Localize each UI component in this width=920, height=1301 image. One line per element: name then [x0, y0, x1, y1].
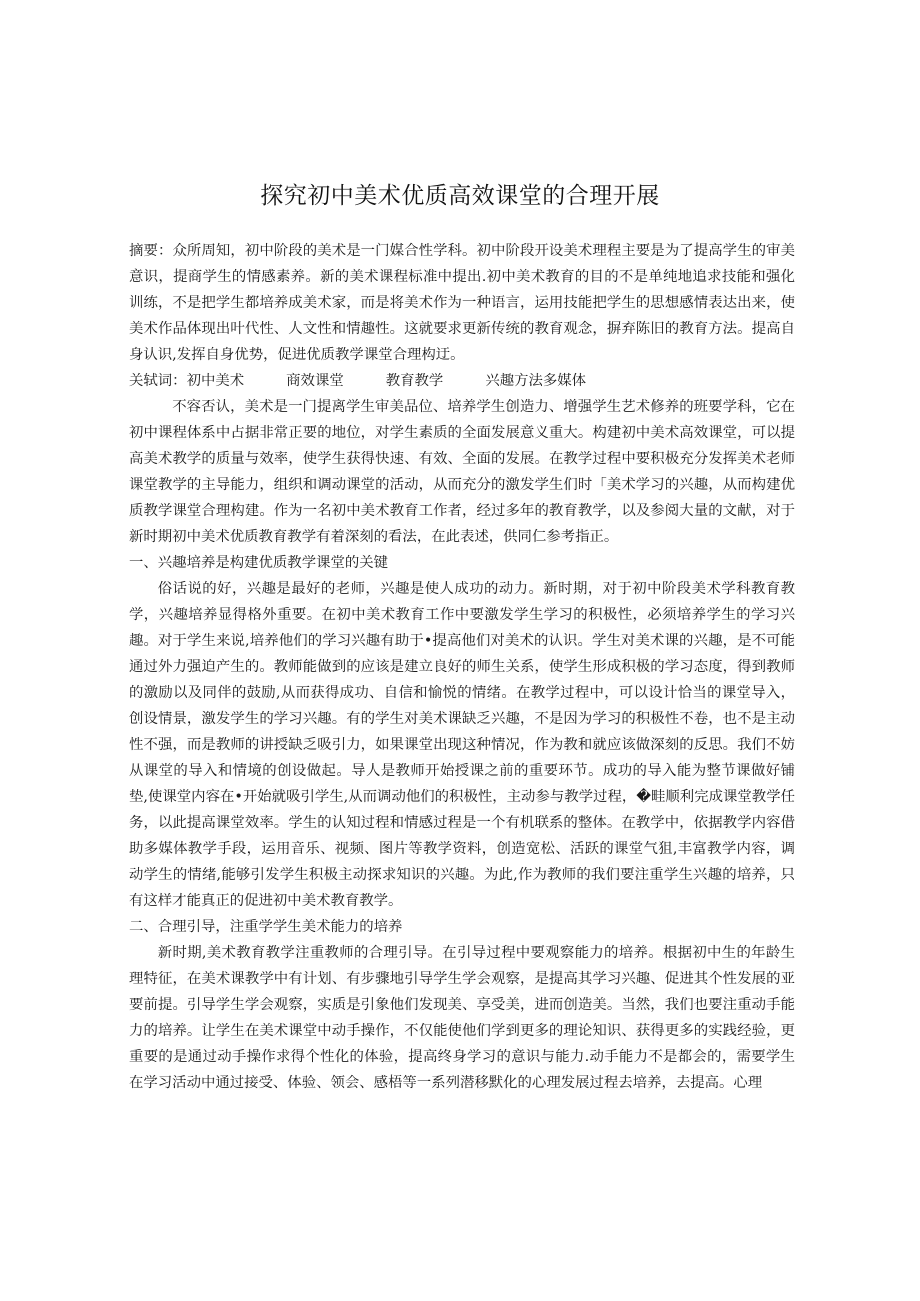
section-2-heading: 二、合理引导，注重学学生美术能力的培养: [129, 919, 403, 935]
section-2-paragraph: 新时期,美术教育教学注重教师的合理引导。在引导过程中要观察能力的培养。根据初中生的年龄生理特征，在美术课教学中有计划、有步骤地引导学生学会观察，是提高其学习兴趣、促进其个性发展的亚要前提。引导学生学会观察，实质是引象他们发现美、享受美，进而创造美。当然，我们也要注重动手能力的培养。让学生在美术课堂中动手操作，不仅能使他们学到更多的理论知识、获得更多的实践经验，更重要的是通过动手操作求得个性化的体验，提高终身学习的意识与能力.动手能力不是都会的，需要学生在学习活动中通过接受、体验、领会、感梧等一系列潜移默化的心理发展过程去培养，去提高。心理: [129, 945, 795, 1091]
abstract-paragraph: 摘要：众所周知，初中阶段的美术是一门媒合性学科。初中阶段开设美术理程主要是为了提高学生的审美意识，提商学生的情感素养。新的美术课程标准中提出.初中美术教育的目的不是单纯地追求技能和强化训练，不是把学生都培养成美术家，而是将美术作为一种语言，运用技能把学生的思想感情表达出来，使美术作品体现出叶代性、人文性和情趣性。这就要求更新传统的教育观念，摒弃陈旧的教育方法。提高自身认识,发挥自身优势，促进优质教学课堂合理构迂。: [129, 243, 795, 363]
intro-paragraph: 不容否认，美术是一门提离学生审美品位、培养学生创造力、增强学生艺术修养的班要学科，它在初中课程体系中占据非常正要的地位，对学生素质的全面发展意义重大。构建初中美术高效课堂，可以提高美术教学的质量与效率，使学生获得快速、有效、全面的发展。在教学过程中要积极充分发挥美术老师课堂教学的主导能力，组织和调动课堂的活动，从而充分的激发学生们时「美术学习的兴趣，从而构建优质教学课堂合理构建。作为一名初中美术教育工作者，经过多年的教育教学，以及参阅大量的文献，对于新时期初中美术优质教育教学有着深刻的看法，在此表述，供同仁参考指正。: [129, 399, 795, 545]
document-title: 探究初中美术优质高效课堂的合理开展: [260, 183, 660, 209]
keyword: 商效课堂: [286, 373, 344, 389]
section-1-paragraph: 俗话说的好，兴趣是最好的老师，兴趣是使人成功的动力。新时期，对于初中阶段美术学科教育教学，兴趣培养显得格外重要。在初中美术教育工作中要激发学生学习的积极性，必须培养学生的学习兴趣。对于学生来说,培养他们的学习兴趣有助于•提高他们对美术的认识。学生对美术课的兴趣，是不可能通过外力强迫产生的。教师能做到的应该是建立良好的师生关系，使学生形成积极的学习态度，得到教师的激励以及同伴的鼓励,从而获得成功、自信和愉悦的情绪。在教学过程中，可以设计恰当的课堂导入，创设情景，激发学生的学习兴趣。有的学生对美术课缺乏兴趣，不是因为学习的积极性不卷，也不是主动性不强，而是教师的讲授缺乏吸引力，如果课堂出现这种情况，作为教和就应该做深刻的反思。我们不妨从课堂的导入和情境的创设做起。导人是教师开始授课之前的重要环节。成功的导入能为整节课做好铺垫,使课堂内容在•开始就吸引学生,从而调动他们的积极性，主动参与教学过程，�畦顺利完成课堂教学任务，以此提高课堂效率。学生的认知过程和情感过程是一个有机联系的整体。在教学中，依据教学内容借助多媒体教学手段，运用音乐、视频、图片等教学资料，创造宽松、活跃的课堂气狙,丰富教学内容，调动学生的情绪,能够引发学生积极主动探求知识的兴趣。为此,作为教师的我们要注重学生兴趣的培养，只有这样才能真正的促进初中美术教育教学。: [129, 581, 795, 909]
document-body: [129, 238, 795, 1096]
keywords-line: [129, 368, 795, 394]
keywords-label: 关轼词：: [129, 373, 187, 389]
keyword: 教育教学: [385, 373, 444, 389]
section-1-heading: 一、兴趣培养是构建优质教学课堂的关键: [129, 555, 389, 571]
keyword: 初中美术: [186, 373, 245, 389]
keyword: 兴趣方法多媒体: [485, 373, 587, 389]
